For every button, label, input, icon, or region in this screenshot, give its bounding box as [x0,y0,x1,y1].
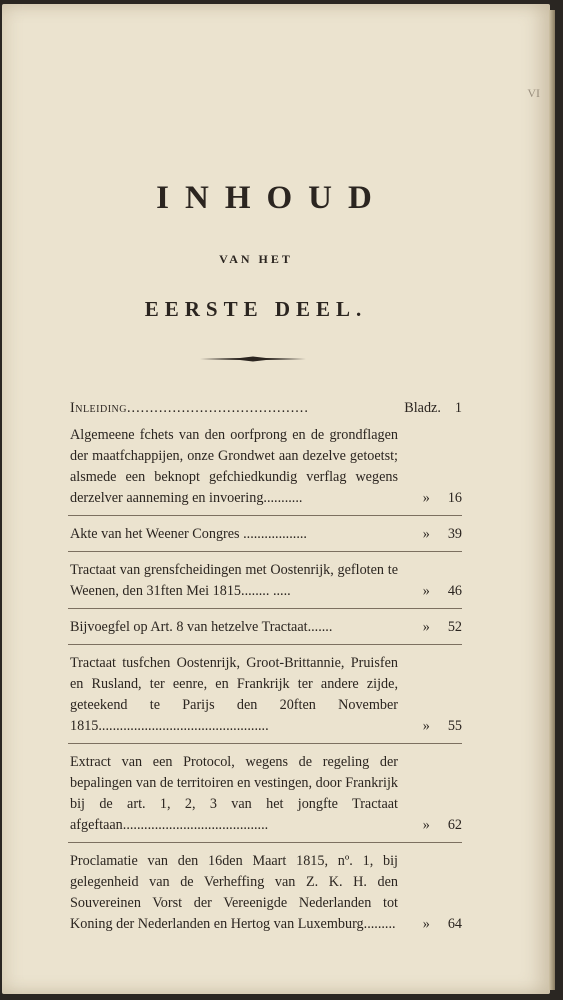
divider [68,551,462,552]
toc-entry-text: Tractaat van grensfcheidingen met Oostenrijk, gefloten te Weenen, den 31ften Mei 1815........ ..... [70,562,398,599]
toc-intro-label: Inleiding [70,400,127,416]
toc-entry [70,425,462,515]
book-page [2,4,550,994]
toc-entry-quote: » [422,619,430,635]
toc-entry [70,524,462,551]
toc-entry-quote: » [422,583,430,599]
page-edge [549,10,555,990]
toc-entry-page: 64 [447,916,462,932]
toc-entry [70,617,462,644]
toc-entry-page: 16 [447,490,462,506]
toc-intro-page: 1 [454,400,462,416]
toc-entry [70,653,462,743]
page-folio: VI [527,86,540,100]
toc-entry-text: Bijvoegfel op Art. 8 van hetzelve Tractaat....... [70,619,333,635]
toc-entry-quote: » [422,817,430,833]
toc-entry-page: 55 [447,718,462,734]
toc-entry-text: Extract van een Protocol, wegens de regeling der bepalingen van de territoiren en vestingen, door Frankrijk bij de art. 1, 2, 3 van het jongfte Tractaat afgeftaan......................................... [70,754,398,833]
toc-entry-text: Akte van het Weener Congres .................. [70,526,307,542]
toc-entry-page: 39 [447,526,462,542]
divider [68,743,462,744]
toc-entry [70,560,462,608]
divider [68,608,462,609]
toc-intro-dots: ........................................ [127,400,309,416]
toc-entry-text: Proclamatie van den 16den Maart 1815, nº. 1, bij gelegenheid van de Verheffing van Z. K. H. den Souvereinen Vorst der Vereenigde Nederlanden tot Koning der Nederlanden en Hertog van Luxemburg......... [70,853,398,932]
toc-entry-page: 62 [447,817,462,833]
table-of-contents [70,398,462,941]
divider [68,842,462,843]
toc-entry-quote: » [422,490,430,506]
toc-entry-page: 52 [447,619,462,635]
volume-heading: EERSTE DEEL. [144,297,368,321]
toc-entry-intro [70,398,462,425]
toc-entry-quote: » [422,916,430,932]
toc-entry-text: Algemeene fchets van den oorfprong en de grondflagen der maatfchappijen, onze Grondwet aan dezelve getoetst; alsmede een beknopt gefchiedkundig verflag wegens derzelver aanneming en invoering........... [70,427,398,506]
toc-entry-page: 46 [447,583,462,599]
toc-entry-text: Tractaat tusfchen Oostenrijk, Groot-Brittannie, Pruisfen en Rusland, ter eenre, en Frankrijk ter andere zijde, geteekend te Parijs den 20ften November 1815................................................ [70,655,398,734]
divider [68,644,462,645]
ornament-rule-icon [200,355,306,363]
page-subtitle: VAN HET [219,252,293,266]
page-title: INHOUD [156,180,388,216]
toc-entry [70,752,462,842]
toc-entry [70,851,462,941]
bladz-label: Bladz. [404,400,441,416]
toc-entry-quote: » [422,526,430,542]
toc-entry-quote: » [422,718,430,734]
divider [68,515,462,516]
